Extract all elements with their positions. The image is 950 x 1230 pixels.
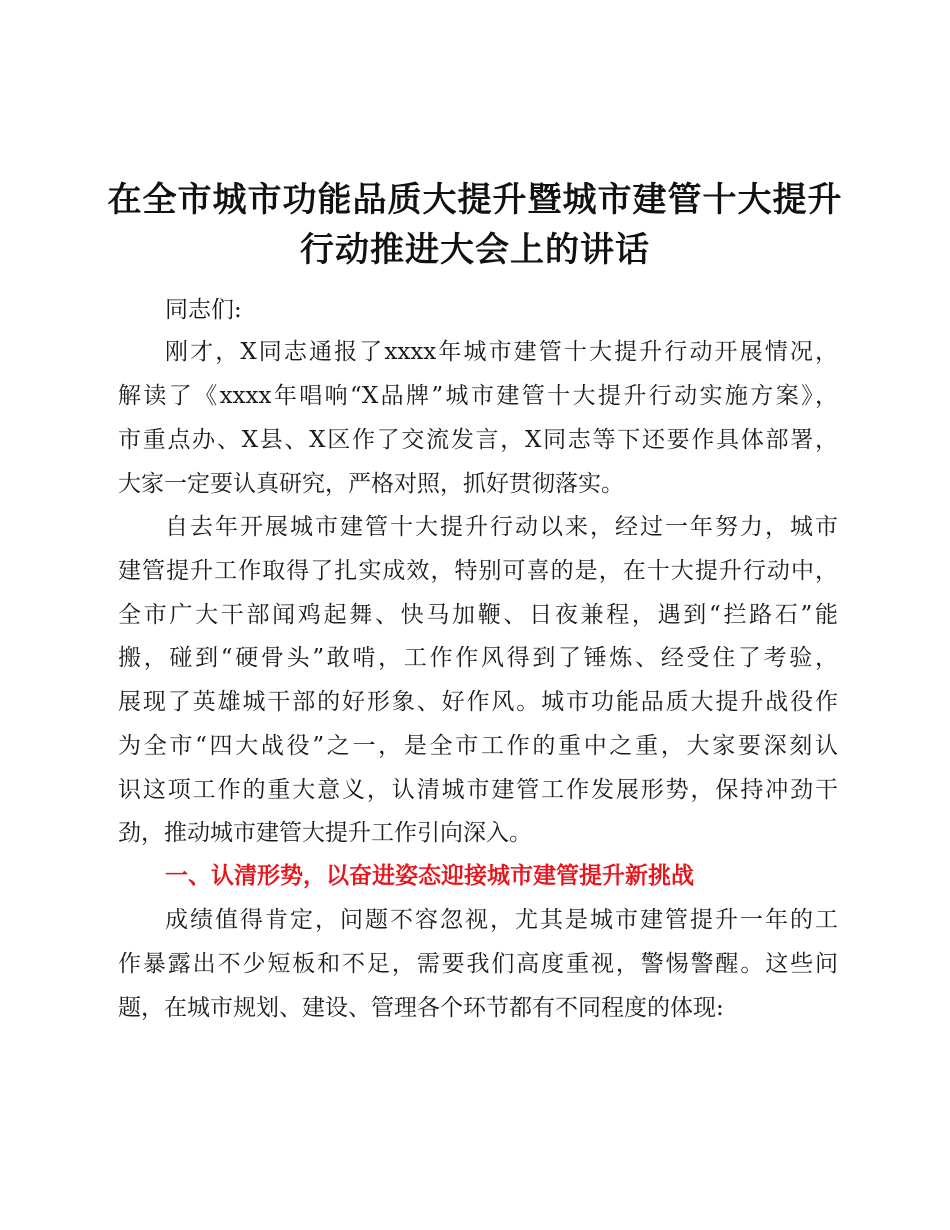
section-1-heading: 一、认清形势，以奋进姿态迎接城市建管提升新挑战 bbox=[165, 863, 694, 889]
paragraph-2-line: 搬，碰到“硬骨头”敢啃，工作作风得到了锤炼、经受住了考验， bbox=[118, 645, 838, 671]
paragraph-1-line: 刚才，X同志通报了xxxx年城市建管十大提升行动开展情况， bbox=[165, 339, 838, 365]
paragraph-3-line: 题，在城市规划、建设、管理各个环节都有不同程度的体现: bbox=[118, 995, 724, 1021]
paragraph-2-line: 建管提升工作取得了扎实成效，特别可喜的是，在十大提升行动中， bbox=[118, 558, 838, 584]
document-title-line-2: 行动推进大会上的讲话 bbox=[300, 230, 650, 270]
paragraph-2-line: 自去年开展城市建管十大提升行动以来，经过一年努力，城市 bbox=[165, 514, 838, 540]
paragraph-3-line: 作暴露出不少短板和不足，需要我们高度重视，警惕警醒。这些问 bbox=[118, 951, 838, 977]
paragraph-1-line: 大家一定要认真研究，严格对照，抓好贯彻落实。 bbox=[118, 471, 624, 497]
paragraph-2-line: 为全市“四大战役”之一，是全市工作的重中之重，大家要深刻认 bbox=[118, 733, 838, 759]
paragraph-3-line: 成绩值得肯定，问题不容忽视，尤其是城市建管提升一年的工 bbox=[165, 907, 838, 933]
paragraph-1-line: 解读了《xxxx年唱响“X品牌”城市建管十大提升行动实施方案》， bbox=[118, 383, 838, 409]
paragraph-2-line: 全市广大干部闻鸡起舞、快马加鞭、日夜兼程，遇到“拦路石”能 bbox=[118, 602, 838, 628]
greeting: 同志们: bbox=[165, 297, 242, 323]
document-title-line-1: 在全市城市功能品质大提升暨城市建管十大提升 bbox=[107, 180, 843, 220]
paragraph-2-line: 劲，推动城市建管大提升工作引向深入。 bbox=[118, 820, 532, 846]
paragraph-1-line: 市重点办、X县、X区作了交流发言，X同志等下还要作具体部署， bbox=[118, 427, 838, 453]
paragraph-2-line: 展现了英雄城干部的好形象、好作风。城市功能品质大提升战役作 bbox=[118, 689, 838, 715]
paragraph-2-line: 识这项工作的重大意义，认清城市建管工作发展形势，保持冲劲干 bbox=[118, 777, 838, 803]
